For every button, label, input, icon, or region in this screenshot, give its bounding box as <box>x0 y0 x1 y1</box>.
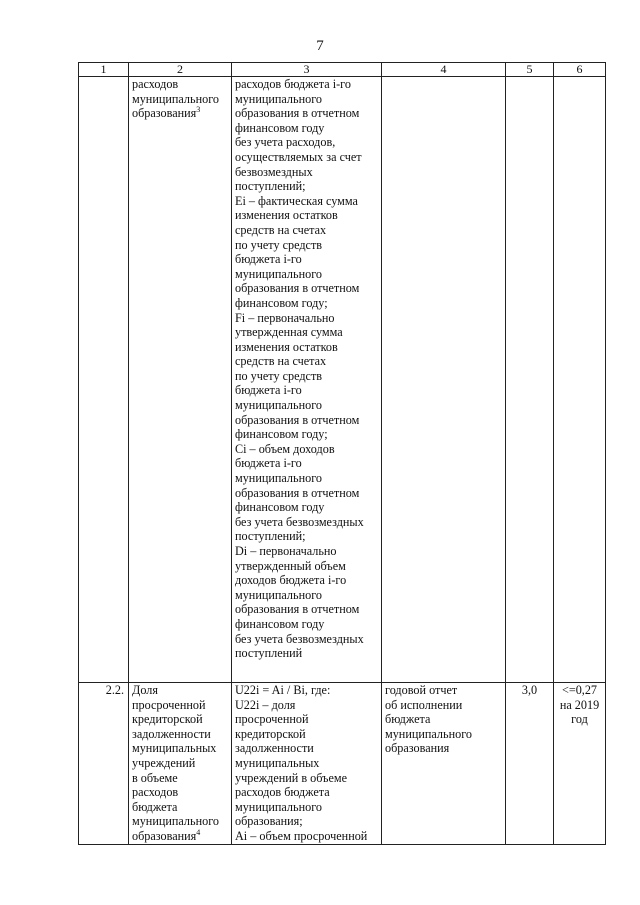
text-line: доходов бюджета i-го <box>235 573 347 588</box>
text-line: кредиторской <box>132 712 203 727</box>
text-line: по учету средств <box>235 237 323 252</box>
text-line: учреждений в объеме <box>235 770 347 785</box>
text-line: утвержденный объем <box>235 558 346 573</box>
text-line: Fi – первоначально <box>235 310 335 325</box>
text-line: год <box>571 712 588 727</box>
indicators-table <box>78 62 606 845</box>
text-line: финансовом году <box>235 120 325 135</box>
cell-source <box>382 77 506 683</box>
cell-indicator-name <box>129 77 232 683</box>
text-line: муниципальных <box>235 755 320 770</box>
text-line: учреждений <box>132 755 196 770</box>
text-line: Ei – фактическая сумма <box>235 193 358 208</box>
text-line: муниципального <box>132 814 219 829</box>
text-line: муниципального <box>235 266 322 281</box>
text-fragment: образования <box>132 828 197 843</box>
header-cell-4: 4 <box>382 63 506 77</box>
cell-weight: 3,0 <box>506 683 554 845</box>
text-line: муниципального <box>132 91 219 106</box>
text-line: расходов бюджета i-го <box>235 77 351 91</box>
page-number: 7 <box>316 38 324 54</box>
text-line: муниципального <box>235 398 322 413</box>
text-line: Ai – объем просроченной <box>235 828 368 843</box>
text-line: годовой отчет <box>385 683 458 697</box>
text-line: в объеме <box>132 770 178 785</box>
text-line: средств на счетах <box>235 354 327 369</box>
cell-formula <box>232 77 382 683</box>
cell-number <box>79 77 129 683</box>
cell-indicator-name <box>129 683 232 845</box>
text-line: об исполнении <box>385 697 463 712</box>
text-line: утвержденная сумма <box>235 325 343 340</box>
text-line: образования в отчетном <box>235 106 360 121</box>
text-fragment: образования <box>132 106 197 121</box>
text-line: муниципального <box>235 471 322 486</box>
footnote-marker: 3 <box>196 105 201 115</box>
text-line: образования; <box>235 814 303 829</box>
text-line: изменения остатков <box>235 339 338 354</box>
text-line: муниципального <box>235 799 322 814</box>
text-line: U22i – доля <box>235 697 296 712</box>
text-line: образования в отчетном <box>235 485 360 500</box>
text-line: кредиторской <box>235 726 306 741</box>
text-line: бюджета <box>385 712 431 727</box>
text-line: без учета безвозмездных <box>235 514 364 529</box>
text-line: финансовом году <box>235 500 325 515</box>
text-line: изменения остатков <box>235 208 338 223</box>
text-line: муниципального <box>235 91 322 106</box>
text-line: муниципального <box>235 587 322 602</box>
text-line: расходов бюджета <box>235 785 330 800</box>
text-line: расходов <box>132 785 179 800</box>
text-line: финансовом году; <box>235 295 328 310</box>
text-line: поступлений; <box>235 179 306 194</box>
text-line: U22i = Ai / Bi, где: <box>235 683 331 697</box>
text-line: по учету средств <box>235 368 323 383</box>
text-line: осуществляемых за счет <box>235 149 362 164</box>
cell-weight <box>506 77 554 683</box>
text-line: бюджета i-го <box>235 456 302 471</box>
header-cell-6: 6 <box>554 63 606 77</box>
text-line: просроченной <box>235 712 309 727</box>
text-line: образования в отчетном <box>235 412 360 427</box>
text-line: на 2019 <box>559 697 600 712</box>
text-line: Di – первоначально <box>235 544 337 558</box>
text-line: просроченной <box>132 697 206 712</box>
text-line: без учета расходов, <box>235 135 336 150</box>
text-line: образования в отчетном <box>235 281 360 296</box>
text-line: поступлений <box>235 646 303 661</box>
text-line: <=0,27 <box>561 683 598 697</box>
text-line: Доля <box>132 683 158 697</box>
text-line: задолженности <box>132 726 211 741</box>
cell-target <box>554 77 606 683</box>
text-line: средств на счетах <box>235 222 327 237</box>
text-line: муниципальных <box>132 741 217 756</box>
text-line: муниципального <box>385 726 472 741</box>
cell-target <box>554 683 606 845</box>
text-line: финансовом году <box>235 616 325 631</box>
text-line: расходов <box>132 77 179 91</box>
header-cell-3: 3 <box>232 63 382 77</box>
text-line: бюджета i-го <box>235 252 302 267</box>
header-cell-2: 2 <box>129 63 232 77</box>
table-header-row <box>79 63 606 77</box>
text-line <box>132 106 228 121</box>
table-row <box>79 77 606 683</box>
text-line: бюджета <box>132 799 178 814</box>
text-line: финансовом году; <box>235 427 328 442</box>
text-line: образования <box>385 741 450 756</box>
text-line: без учета безвозмездных <box>235 631 364 646</box>
table-row <box>79 683 606 845</box>
cell-number: 2.2. <box>79 683 129 845</box>
header-cell-5: 5 <box>506 63 554 77</box>
text-line: безвозмездных <box>235 164 313 179</box>
footnote-marker: 4 <box>196 827 201 837</box>
cell-formula <box>232 683 382 845</box>
text-line: задолженности <box>235 741 314 756</box>
text-line: бюджета i-го <box>235 383 302 398</box>
cell-source <box>382 683 506 845</box>
text-line: образования в отчетном <box>235 602 360 617</box>
text-line: поступлений; <box>235 529 306 544</box>
text-line: Ci – объем доходов <box>235 441 335 456</box>
text-line <box>132 829 228 844</box>
header-cell-1: 1 <box>79 63 129 77</box>
